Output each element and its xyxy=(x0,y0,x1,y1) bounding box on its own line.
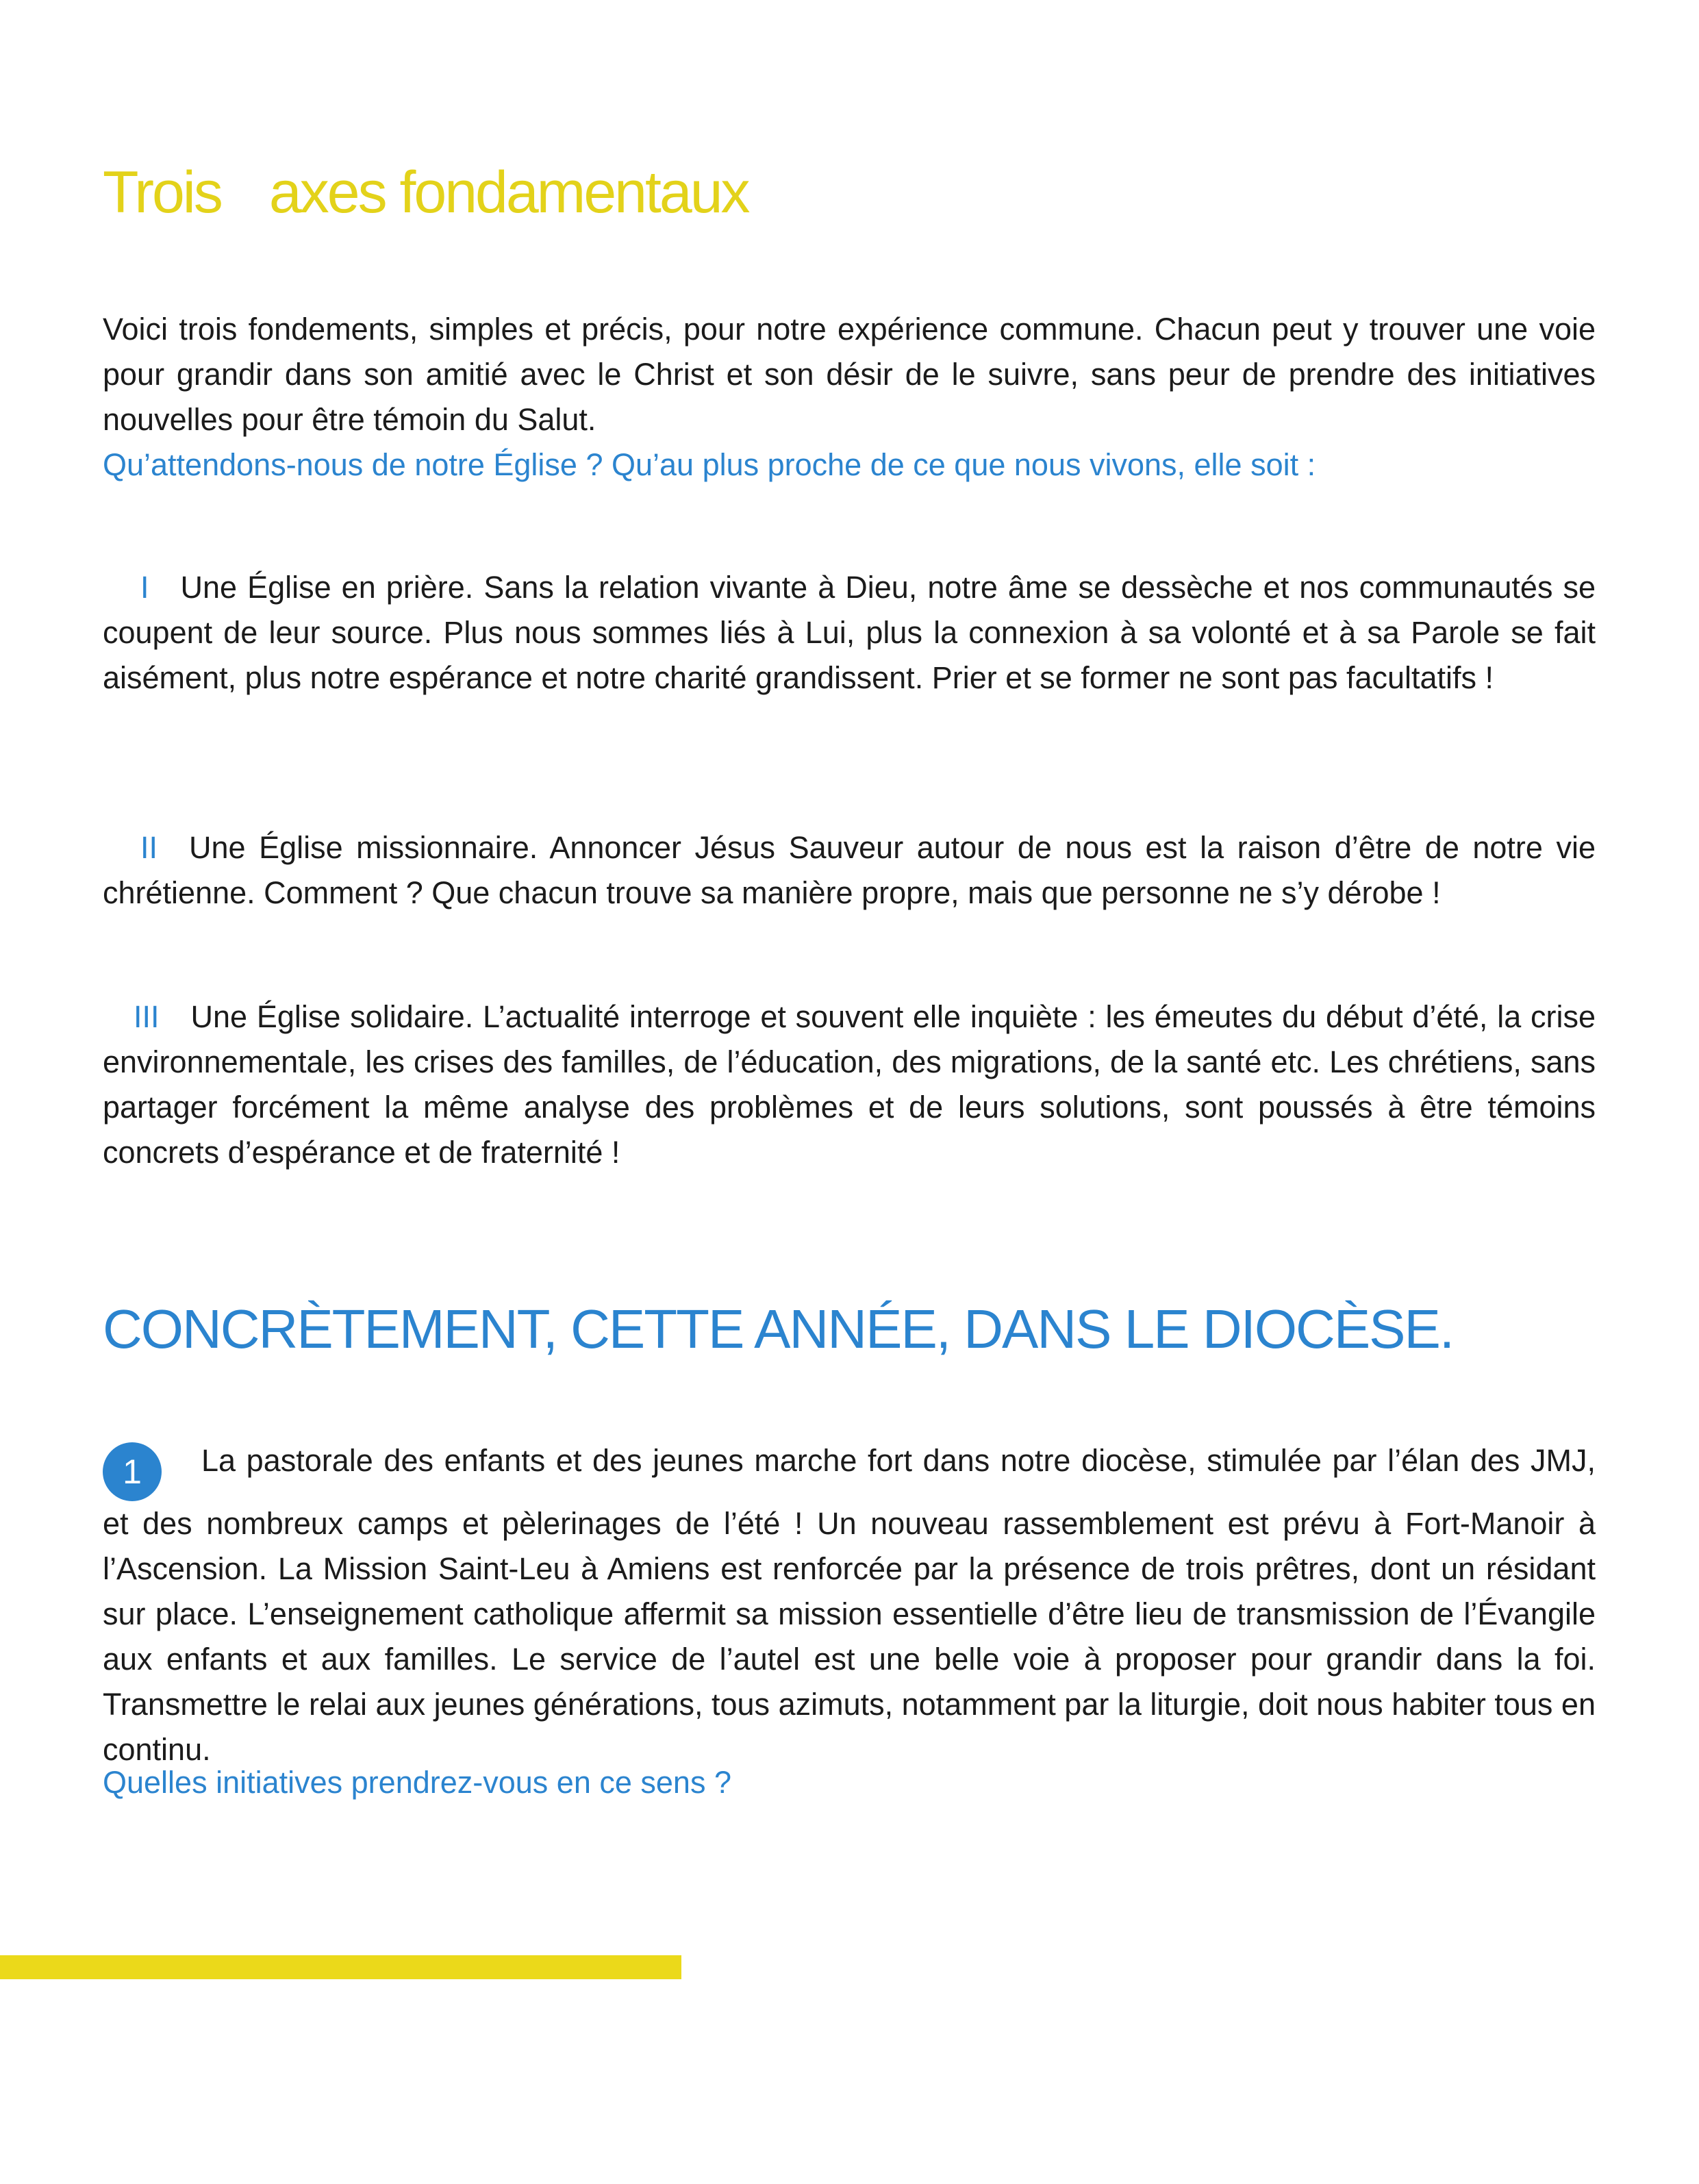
section-title: CONCRÈTEMENT, CETTE ANNÉE, DANS LE DIOCÈSE. xyxy=(103,1298,1454,1359)
point-youth-pastoral xyxy=(103,1438,1596,1772)
axis-prayer xyxy=(103,565,1596,701)
axis-text: Une Église missionnaire. Annoncer Jésus Sauveur autour de nous est la raison d’être de notre vie chrétienne. Comment ? Que chacun trouve sa manière propre, mais que personne ne s’y dérobe ! xyxy=(103,830,1596,910)
intro-question: Qu’attendons-nous de notre Église ? Qu’au plus proche de ce que nous vivons, elle soit : xyxy=(103,447,1316,482)
point-text: La pastorale des enfants et des jeunes marche fort dans notre diocèse, stimulée par l’élan des JMJ, et des nombreux camps et pèlerinages de l’été ! Un nouveau rassemblement est prévu à Fort-Manoir à l’Ascension. La Mission Saint-Leu à Amiens est renforcée par la présence de trois prêtres, dont un résidant sur place. L’enseignement catholique affermit sa mission essentielle d’être lieu de transmission de l’Évangile aux enfants et aux familles. Le service de l’autel est une belle voie à proposer pour grandir dans la foi. Transmettre le relai aux jeunes générations, tous azimuts, notamment par la liturgie, doit nous habiter tous en continu. xyxy=(103,1443,1596,1767)
yellow-accent-bar xyxy=(0,1955,681,1979)
point-question: Quelles initiatives prendrez-vous en ce sens ? xyxy=(103,1765,731,1800)
intro-paragraph: Voici trois fondements, simples et précis, pour notre expérience commune. Chacun peut y trouver une voie pour grandir dans son amitié avec le Christ et son désir de le suivre, sans peur de prendre des initiatives nouvelles pour être témoin du Salut. xyxy=(103,312,1596,437)
axis-text: Une Église solidaire. L’actualité interroge et souvent elle inquiète : les émeutes du début d’été, la crise environnementale, les crises des familles, de l’éducation, des migrations, de la santé etc. Les chrétiens, sans partager forcément la même analyse des problèmes et de leurs solutions, sont poussés à être témoins concrets d’espérance et de fraternité ! xyxy=(103,999,1596,1170)
axis-missionary xyxy=(103,825,1596,916)
axis-numeral: II xyxy=(140,830,158,865)
axis-text: Une Église en prière. Sans la relation vivante à Dieu, notre âme se dessèche et nos communautés se coupent de leur source. Plus nous sommes liés à Lui, plus la connexion à sa volonté et à sa Parole se fait aisément, plus notre espérance et notre charité grandissent. Prier et se former ne sont pas facultatifs ! xyxy=(103,570,1596,695)
axis-numeral: I xyxy=(140,570,149,605)
title-word-1: Trois xyxy=(103,160,221,225)
number-badge: 1 xyxy=(103,1442,162,1501)
axis-solidarity xyxy=(103,994,1596,1175)
axis-numeral: III xyxy=(134,999,160,1034)
title-word-2: axes fondamentaux xyxy=(268,160,748,225)
page-title xyxy=(103,159,748,227)
